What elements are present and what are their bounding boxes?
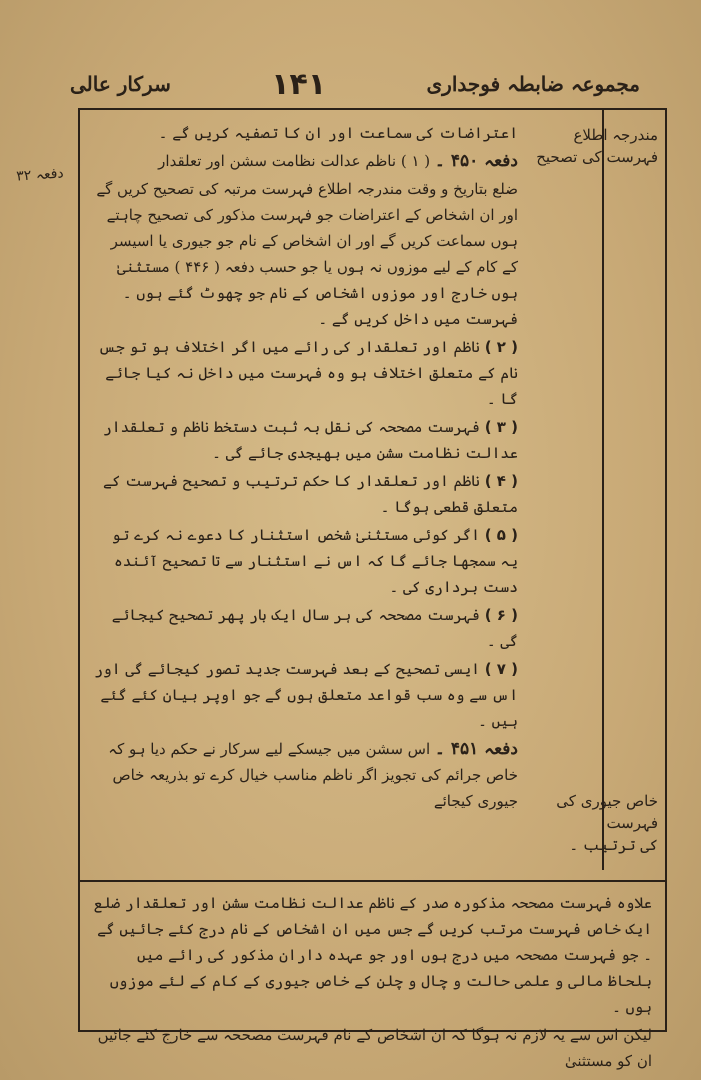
intro-line: اعتراضات کی سماعت اور ان کا تصفیہ کریں گے ۔ [158,124,518,142]
running-head-right: سرکار عالی [70,72,171,96]
section-450-para-6: ( ۶ ) فہرست مصححہ کی ہر سال ایک بار پھر تصحیح کیجائے گی ۔ [111,606,518,650]
section-450-heading: دفعہ ۴۵۰ ۔ ( ۱ ) ناظم عدالت نظامت سشن اور تعلقدار [158,151,518,171]
lower-text-block [90,890,652,1076]
page-header [70,62,640,106]
section-450-para-4: ( ۴ ) ناظم اور تعلقدار کا حکم ترتیب و تصحیح فہرست کے متعلق قطعی ہوگا ۔ [103,472,518,516]
content-frame [78,108,667,1070]
section-450-para-7: ( ۷ ) ایسی تصحیح کے بعد فہرست جدید تصور کیجائے گی اور اس سے وہ سب قواعد متعلق ہوں گے جو اوپر بیان کئے گئے ہیں ۔ [94,660,518,730]
left-margin-reference: دفعہ ۳۲ [15,165,65,185]
section-450-para-5: ( ۵ ) اگر کوئی مستثنیٰ شخص استثنار کا دعوے نہ کرے تو یہ سمجھا جائے گا کہ اس نے استثنار سے تا تصحیح آئندہ دست برداری کی ۔ [111,526,518,596]
section-450-para-1: ضلع بتاریخ و وقت مندرجہ اطلاع فہرست مرتبہ کی تصحیح کریں گے اور ان اشخاص کے اعتراضات جو فہرست مذکور کی تصحیح چاہتے ہوں سماعت کریں گے اور ان اشخاص کے نام جو جیوری یا اسیسر کے کام کے لیے موزوں نہ ہوں یا جو حسب دفعہ ( ۴۴۶ ) مستثنیٰ ہوں خارج اور موزوں اشخاص کے نام جو چھوٹ گئے ہوں ۔ فہرست میں داخل کریں گے ۔ [96,180,518,328]
main-text-column [90,120,518,816]
section-450-para-3: ( ۳ ) فہرست مصححہ کی نقل بہ ثبت دستخط ناظم و تعلقدار عدالت نظامت سشن میں بھیجدی جائے گی ۔ [103,418,518,462]
section-451-heading: دفعہ ۴۵۱ ۔ اس سشن میں جیسکے لیے سرکار نے حکم دیا ہو کہ خاص جرائم کی تجویز اگر ناظم مناسب خیال کرے تو بذریعہ خاص جیوری کیجائے [108,739,518,810]
page-number: ۱۴۱ [271,66,327,102]
section-divider [80,880,665,882]
lower-para-1: علاوہ فہرست مصححہ مذکورہ صدر کے ناظم عدالت نظامت سشن اور تعلقدار ضلع ایک خاص فہرست مرتب کریں گے جس میں ان اشخاص کے نام درج کئے جائیں گے ۔ جو فہرست مصححہ میں درج ہوں اور جو عہدہ داران مذکور کی رائے میں بلحاظ مالی و علمی حالت و چال و چلن کے خاص جیوری کے کام کے لئے موزوں ہوں ۔ [93,894,652,1016]
book-title: مجموعہ ضابطہ فوجداری [426,72,640,96]
section-450-para-2: ( ۲ ) ناظم اور تعلقدار کی رائے میں اگر اختلاف ہو تو جس نام کے متعلق اختلاف ہو وہ فہرست میں داخل نہ کیا جائے گا ۔ [98,338,518,408]
sidenote-special-jury-list: خاص جیوری کی فہرست کی ترتیب ۔ [556,792,658,854]
lower-para-2: لیکن اس سے یہ لازم نہ ہوگا کہ ان اشخاص کے نام فہرست مصححہ سے خارج کئے جائیں ان کو مستثنیٰ [97,1026,652,1070]
sidenote-entry-notice: مندرجہ اطلاع فہرست کی تصحیح [536,126,658,166]
margin-column-rule [602,110,604,870]
